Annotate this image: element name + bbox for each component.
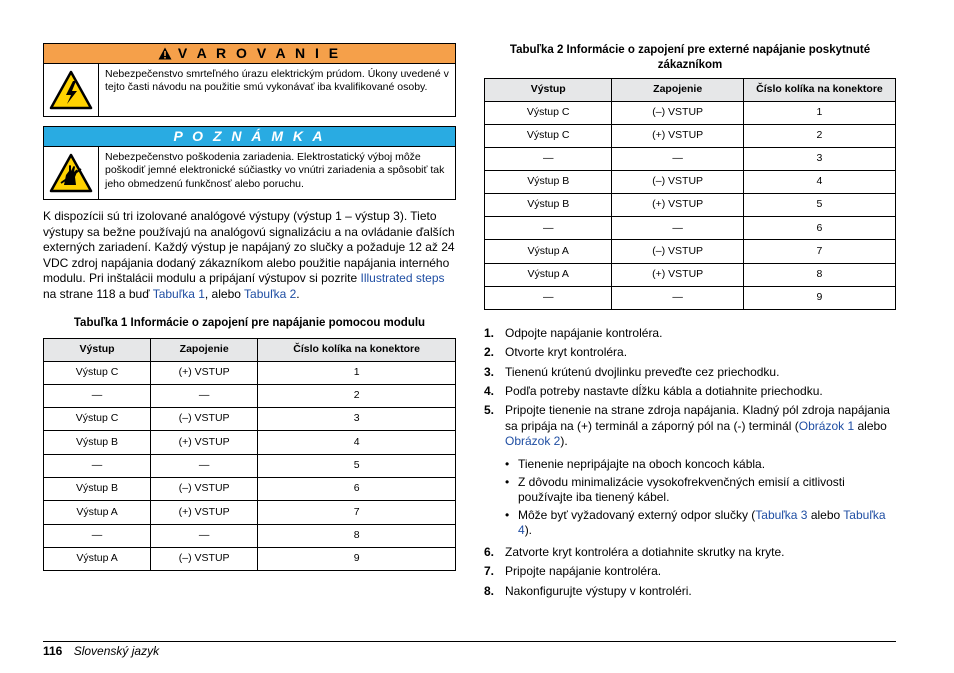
note-header [44,127,455,147]
table-cell: (+) VSTUP [612,194,744,217]
table-cell: — [151,454,258,477]
table2-header-wiring: Zapojenie [612,78,744,101]
table-row [44,431,456,454]
step-number: 2. [484,345,495,360]
step-number: 6. [484,545,495,560]
list-item: • Z dôvodu minimalizácie vysokofrekvenčných emisií a citlivosti používajte iba tienený kábel. [484,475,896,506]
step-1 [484,326,896,342]
table-cell: (+) VSTUP [151,431,258,454]
table-row [485,240,896,263]
step-text: Nakonfigurujte výstupy v kontroléri. [505,583,692,598]
table-cell: (+) VSTUP [612,124,744,147]
table-cell: (+) VSTUP [612,263,744,286]
step-text: Pripojte tienenie na strane zdroja napájania. Kladný pól zdroja napájania sa pripája na (+) terminál a záporný pól na (-) terminál ( [505,403,890,433]
step-5 [484,403,896,539]
footer-divider [43,641,896,642]
figure2-link[interactable]: Obrázok 2 [505,434,561,449]
step-text: Podľa potreby nastavte dĺžku kábla a dotiahnite priechodku. [505,383,823,398]
table-cell: Výstup A [44,501,151,524]
intro-text-4: . [296,286,300,301]
step-number: 5. [484,403,495,418]
table-cell: (–) VSTUP [151,408,258,431]
table-cell: Výstup B [485,171,612,194]
table-cell: — [485,148,612,171]
table4-link[interactable]: Tabuľka 4 [518,507,886,538]
table-cell: — [151,524,258,547]
table-cell: 6 [743,217,895,240]
table-cell: 9 [258,547,456,570]
table-row [44,361,456,384]
table2-header-output: Výstup [485,78,612,101]
step-number: 4. [484,383,495,398]
step-6 [484,545,896,561]
table3-link[interactable]: Tabuľka 3 [755,507,808,522]
table-cell: — [612,286,744,309]
table-cell: Výstup C [485,101,612,124]
table-cell: 2 [258,384,456,407]
warning-title: V A R O V A N I E [177,45,342,62]
warning-text: Nebezpečenstvo smrteľného úrazu elektrickým prúdom. Úkony uvedené v tejto časti návodu na použitie smú vykonávať iba kvalifikované osoby. [105,68,449,94]
page-number: 116 [43,644,63,658]
step-8 [484,584,896,600]
table1 [43,338,456,572]
table-row [485,171,896,194]
table2 [484,78,896,310]
table-row [485,263,896,286]
left-column [43,43,456,571]
bullet-text: alebo [807,507,844,522]
step-number: 1. [484,325,495,340]
step-number: 8. [484,583,495,598]
table-cell: (+) VSTUP [151,501,258,524]
table2-caption: Tabuľka 2 Informácie o zapojení pre externé napájanie poskytnuté zákazníkom [509,44,871,71]
table2-header-pin: Číslo kolíka na konektore [743,78,895,101]
step-text: Otvorte kryt kontroléra. [505,345,628,360]
table-cell: 3 [743,148,895,171]
table-cell: 8 [258,524,456,547]
table-row [44,408,456,431]
footer-language: Slovenský jazyk [73,644,160,658]
step-text: Pripojte napájanie kontroléra. [505,564,662,579]
table-row [485,124,896,147]
table-cell: Výstup B [44,431,151,454]
page-footer [43,644,159,660]
step-text: Tienenú krútenú dvojlinku preveďte cez priechodku. [505,364,780,379]
table-cell: Výstup A [485,240,612,263]
right-column [484,43,896,603]
table1-link[interactable]: Tabuľka 1 [152,286,205,301]
intro-text-1: K dispozícii sú tri izolované analógové výstupy (výstup 1 – výstup 3). Tieto výstupy sa bežne používajú na analógovú signalizáciu a na ovládanie ďalších externých zariadení. Každý výstup je napájaný zo slučky a požaduje 12 až 24 VDC zdroj napájania dodaný zákazníkom alebo použitie napájania interného modulu. Pri inštalácii modulu a pripájaní výstupov si pozrite [43,209,455,286]
note-title: P O Z N Á M K A [173,128,326,145]
table-row [485,148,896,171]
table-cell: 4 [743,171,895,194]
table-cell: — [44,454,151,477]
table-cell: 6 [258,477,456,500]
table1-caption: Tabuľka 1 Informácie o zapojení pre napájanie pomocou modulu [73,316,426,329]
table-cell: 1 [743,101,895,124]
table-cell: (–) VSTUP [612,101,744,124]
table-cell: Výstup A [485,263,612,286]
table-row [485,286,896,309]
bullet-text: Môže byť vyžadovaný externý odpor slučky ( [518,507,756,522]
table-cell: Výstup C [44,361,151,384]
warning-box [43,43,456,117]
table-cell: — [612,217,744,240]
list-item [484,508,896,539]
table-cell: 7 [258,501,456,524]
table-cell: 5 [258,454,456,477]
table-cell: 7 [743,240,895,263]
step-4 [484,384,896,400]
step-number: 3. [484,364,495,379]
esd-hazard-icon [44,147,99,199]
table-cell: — [485,217,612,240]
table-row [44,477,456,500]
table-cell: Výstup B [44,477,151,500]
table-cell: (–) VSTUP [151,547,258,570]
table-cell: 1 [258,361,456,384]
table-cell: (–) VSTUP [612,240,744,263]
steps-list [484,326,896,600]
table-row [485,101,896,124]
bullet-text: ). [524,523,533,538]
table1-header-output: Výstup [44,338,151,361]
table-row [485,194,896,217]
table-cell: (–) VSTUP [151,477,258,500]
table2-link[interactable]: Tabuľka 2 [244,286,297,301]
table-cell: (–) VSTUP [612,171,744,194]
electrical-hazard-icon [44,64,99,116]
list-item: • Tienenie nepripájajte na oboch koncoch kábla. [484,457,896,473]
note-box [43,126,456,200]
table-row [44,384,456,407]
table-row [44,547,456,570]
table-cell: Výstup A [44,547,151,570]
table-cell: Výstup B [485,194,612,217]
step-text: alebo [854,418,887,433]
table-cell: — [44,524,151,547]
table-cell: — [485,286,612,309]
step-text: Zatvorte kryt kontroléra a dotiahnite skrutky na kryte. [505,545,785,560]
table1-header-pin: Číslo kolíka na konektore [258,338,456,361]
step5-bullets [484,457,896,539]
step-2 [484,345,896,361]
intro-text-3: , alebo [204,286,245,301]
step-7 [484,564,896,580]
illustrated-steps-link[interactable]: Illustrated steps [360,271,445,286]
intro-paragraph [43,209,456,303]
table-cell: 9 [743,286,895,309]
table-cell: Výstup C [485,124,612,147]
step-text: Odpojte napájanie kontroléra. [505,325,663,340]
note-text: Nebezpečenstvo poškodenia zariadenia. Elektrostatický výboj môže poškodiť jemné elektronické súčiastky vo vnútri zariadenia a spôsobiť tak jeho obmedzenú funkčnosť alebo poruchu. [105,151,445,190]
table-row [485,217,896,240]
table-cell: 5 [743,194,895,217]
table-cell: — [151,384,258,407]
table-cell: — [44,384,151,407]
step-3 [484,365,896,381]
table-cell: Výstup C [44,408,151,431]
warning-header [44,44,455,64]
table-row [44,524,456,547]
table-cell: 8 [743,263,895,286]
step-text: ). [560,434,568,449]
table-row [44,454,456,477]
table-cell: — [612,148,744,171]
table-cell: 3 [258,408,456,431]
figure1-link[interactable]: Obrázok 1 [798,418,855,433]
table-cell: 2 [743,124,895,147]
warning-triangle-icon [158,47,172,60]
table1-header-wiring: Zapojenie [151,338,258,361]
table-row [44,501,456,524]
intro-text-2: na strane 118 a buď [43,286,153,301]
step-number: 7. [484,564,495,579]
table-cell: (+) VSTUP [151,361,258,384]
table-cell: 4 [258,431,456,454]
